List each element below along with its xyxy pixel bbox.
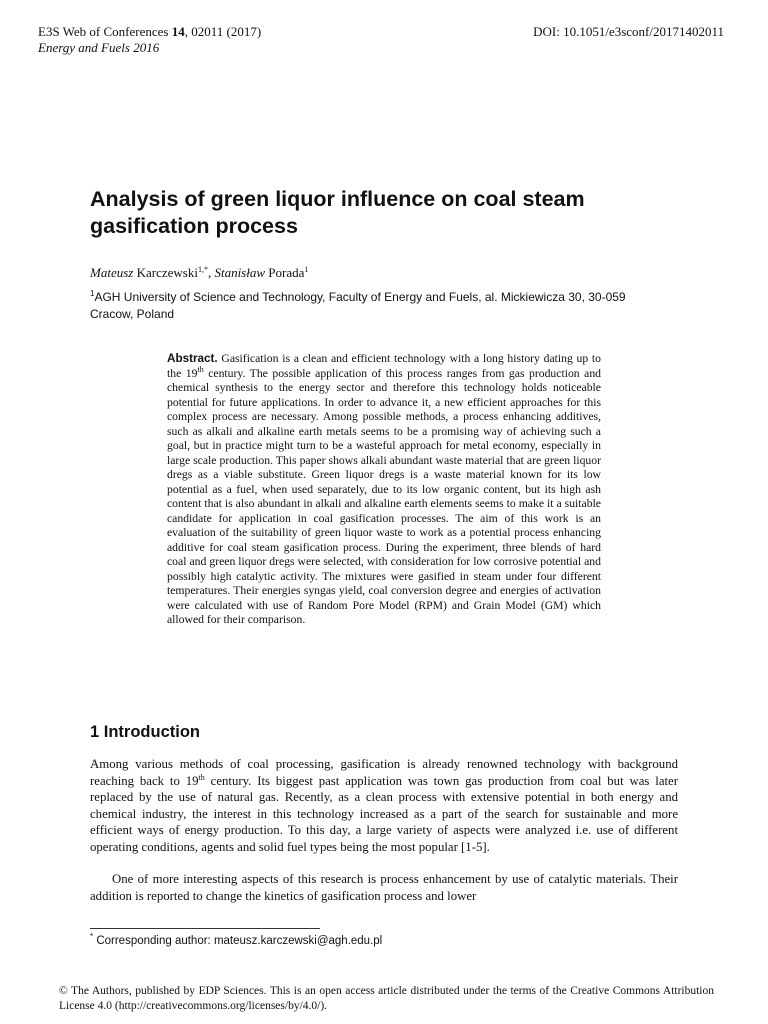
author1-affiliation-mark: 1,*: [197, 265, 208, 274]
footnote-mark: *: [90, 932, 94, 941]
intro-p1-superscript: th: [198, 772, 205, 782]
author1-last-name: Karczewski: [133, 265, 198, 280]
license-notice: © The Authors, published by EDP Sciences. This is an open access article distributed under the terms of the Creative Commons Attribution License 4.0 (http://creativecommons.org/licenses/by/4.0/).: [59, 985, 714, 1012]
author2-first-name: Stanisław: [214, 265, 266, 280]
affiliation-text: AGH University of Science and Technology, Faculty of Energy and Fuels, al. Mickiewicza 30, 30-059 Cracow, Poland: [90, 290, 626, 321]
intro-paragraph-1: [90, 756, 678, 855]
author-separator: ,: [207, 265, 215, 280]
footnote-divider: [90, 928, 320, 929]
article-number: , 02011 (2017): [184, 24, 262, 39]
footnote: [90, 932, 383, 947]
journal-name: E3S Web of Conferences: [38, 24, 172, 39]
journal-volume: 14: [171, 24, 185, 39]
abstract-superscript: th: [197, 364, 204, 374]
abstract-text-start: Gasification is a clean and efficient technology with a long history dating up to the 19: [167, 352, 601, 380]
author2-last-name: Porada: [265, 265, 305, 280]
paper-title: Analysis of green liquor influence on coal steam gasification process: [90, 187, 585, 238]
affiliation-mark: 1: [90, 289, 95, 298]
author-list: [90, 265, 308, 281]
author2-affiliation-mark: 1: [304, 265, 309, 274]
abstract: [167, 352, 601, 628]
intro-paragraph-2: One of more interesting aspects of this research is process enhancement by use of catalytic materials. Their addition is reported to change the kinetics of gasification process and lower: [90, 872, 678, 903]
abstract-label: Abstract.: [167, 352, 218, 365]
conference-name: Energy and Fuels 2016: [38, 40, 160, 55]
abstract-text-rest: century. The possible application of this process ranges from gas production and chemical synthesis to the energy sector and therefore this technology holds noticeable potential for future applications. In order to advance it, a new efficient approaches for this complex process are necessary. Among possible methods, a process enhancing additives, such as alkali and alkaline earth metals seems to be a promising way of achieving such a goal, but in practice might turn to be a wasteful approach for metal economy, especially in large scale production. This paper shows alkali abundant waste material that are green liquor dregs as a viable substitute. Green liquor dregs is a waste material known for its low potential as a fuel, when used separately, due to its low organic content, but its high ash content that is also abundant in alkali and alkaline earth elements seems to make it a suitable candidate for application in coal gasification processes. The aim of this work is an evaluation of the suitability of green liquor waste to work as a potential process enhancing additive for coal steam gasification process. During the experiment, three blends of hard coal and green liquor dregs were selected, with consideration for low corrosive potential and possibly high catalytic activity. The mixtures were gasified in steam under four different temperatures. Their energies syngas yield, coal conversion degree and energies of activation were calculated with use of Random Pore Model (RPM) and Grain Model (GM) which allowed for their comparison.: [167, 366, 602, 626]
doi[interactable]: DOI: 10.1051/e3sconf/20171402011: [533, 24, 724, 39]
journal-citation: [38, 24, 261, 40]
footnote-text: Corresponding author: mateusz.karczewski@agh.edu.pl: [93, 935, 383, 947]
section-heading-introduction: 1 Introduction: [90, 723, 200, 741]
intro-p1-rest: century. Its biggest past application was town gas production from coal but was later replaced by the use of natural gas. Recently, as a clean process with extensive potential in both energy and chemical industry, the interest in this technology increased as a part of the search for sustainable and more efficient ways of energy production. To this day, a large variety of aspects were analyzed i.e. use of different operating conditions, agents and solid fuel types being the most popular [1-5].: [90, 773, 678, 854]
affiliation: [90, 289, 660, 323]
author1-first-name: Mateusz: [90, 265, 134, 280]
intro-p1-start: Among various methods of coal processing, gasification is already renowned technology with background reaching back to 19: [90, 757, 678, 788]
